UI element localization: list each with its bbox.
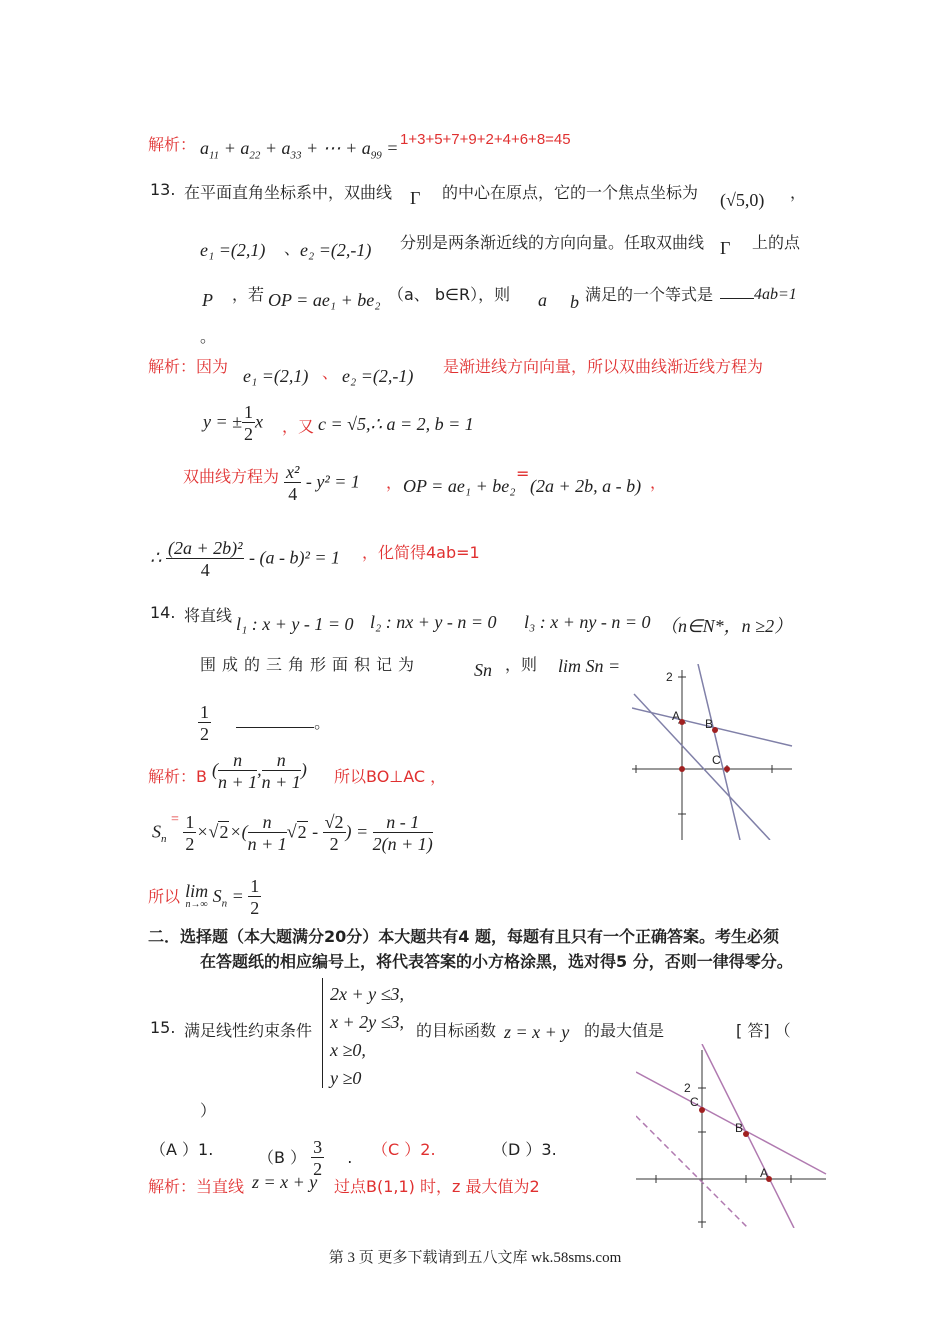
q15-optB-den: 2 <box>313 1159 323 1179</box>
q15-constraint-2: x + 2y ≤3, <box>330 1012 405 1032</box>
q15-option-D[interactable]: （D ）3. <box>492 1140 557 1159</box>
s13-hyperbola: $\frac{\text{x²}}{4}$ - y² = 1 <box>286 462 360 504</box>
q13-comma: ， <box>790 183 807 202</box>
q13-op: OP = ae₁ + be₂ <box>268 290 381 310</box>
q13-text-3: 分别是两条渐近线的方向向量。任取双曲线 <box>400 233 705 252</box>
s12-label: 解析： <box>148 135 197 154</box>
q14-ans-den: 2 <box>200 724 209 744</box>
s13-hyperbola-rest: - y² = 1 <box>305 471 360 492</box>
q15-option-A[interactable]: （A ）1. <box>150 1140 214 1159</box>
q15-option-C[interactable]: （C ）2. <box>372 1140 436 1159</box>
q13-P: P <box>202 290 213 310</box>
s14-text-1: 所以BO⊥AC ， <box>334 767 447 786</box>
q14-l1: l₁ : x + y - 1 = 0 <box>236 614 354 634</box>
q15-close: ） <box>200 1101 217 1120</box>
q15-text-3: 的最大值是 <box>584 1021 665 1040</box>
q15-objective: z = x + y <box>504 1022 570 1042</box>
q13-text-1: 在平面直角坐标系中，双曲线 <box>184 183 393 202</box>
q14-text-1: 将直线 <box>184 606 233 625</box>
s13-frac-den: 4 <box>200 560 210 580</box>
s14-sn-expr: $S_n$ = $\frac{1}{2}$ ×√2×( $\frac{n}{n + 1}$ √2 - $\frac{√2}{2}$ ) = $\frac{n - 1}{2(n + 1)}$ <box>152 812 433 854</box>
s13-text-1: 是渐进线方向向量，所以双曲线渐近线方程为 <box>443 357 764 376</box>
q13-gamma: Γ <box>410 188 421 208</box>
q14-Sn: Sn <box>474 660 492 680</box>
graph2-y-tick: 2 <box>684 1081 691 1095</box>
q15-brace <box>322 978 327 1088</box>
s13-e1: e₁ =(2,1) <box>243 366 309 386</box>
s13-eq: = <box>516 464 530 483</box>
s13-sep: 、 <box>322 363 339 382</box>
q13-answer: 4ab=1 <box>754 286 797 303</box>
graph2-label-B: B <box>735 1121 744 1135</box>
s13-text-4: ，化简得4ab=1 <box>362 543 480 562</box>
s14-label: 解析：B <box>148 767 207 786</box>
s13-frac-num: (2a + 2b)² <box>167 538 243 558</box>
s13-label: 解析：因为 <box>148 357 229 376</box>
q14-ans-num: 1 <box>200 702 209 722</box>
graph1-y-tick: 2 <box>666 670 673 684</box>
section2-line-2: 在答题纸的相应编号上，将代表答案的小方格涂黑，选对得5 分，否则一律得零分。 <box>200 952 793 971</box>
q15-text-2: 的目标函数 <box>416 1021 497 1040</box>
q15-graph <box>636 1044 828 1228</box>
graph2-label-A: A <box>760 1166 769 1180</box>
q13-end: 。 <box>200 327 217 346</box>
graph1-label-A: A <box>672 709 681 723</box>
q15-number: 15. <box>150 1018 176 1037</box>
q13-gamma-2: Γ <box>720 238 731 258</box>
q13-text-4: 上的点 <box>752 233 801 252</box>
q14-l2: l₂ : nx + y - n = 0 <box>370 612 497 632</box>
q13-text-2: 的中心在原点，它的一个焦点坐标为 <box>442 183 699 202</box>
q13-b: b <box>570 292 579 312</box>
s13-asym-prefix: y = ± <box>203 411 243 432</box>
q15-text-1: 满足线性约束条件 <box>184 1021 313 1040</box>
q14-l3: l₃ : x + ny - n = 0 <box>524 612 651 632</box>
q14-end: 。 <box>314 713 331 732</box>
s13-c-expr: c = √5,∴ a = 2, b = 1 <box>318 414 474 434</box>
q13-answer-line <box>720 284 797 304</box>
s13-vec: (2a + 2b, a - b) <box>530 476 642 496</box>
s12-sum-expr: $a_{11} + a_{22} + a_{33}$ + ⋯ + $a_{99}$ = <box>200 138 399 162</box>
q15-constraint-3: x ≥0, <box>330 1040 366 1060</box>
q15-optB-dot: . <box>347 1148 353 1167</box>
s13-e2: e₂ =(2,-1) <box>342 366 414 386</box>
s13-comma-2: ， <box>650 473 667 492</box>
q14-text-3: ，则 <box>505 655 538 674</box>
s13-final-rest: - (a - b)² = 1 <box>248 547 341 568</box>
q13-text-6: （a、 b∈R），则 <box>388 285 511 304</box>
q14-lim: lim Sn = <box>558 656 621 676</box>
s15-objective: z = x + y <box>252 1172 318 1192</box>
q15-option-B-label: （B ） <box>258 1148 307 1167</box>
graph2-label-C: C <box>690 1095 699 1109</box>
q14-graph <box>632 664 794 840</box>
q13-e2: e₂ =(2,-1) <box>300 240 372 260</box>
s13-text-2: ，又 <box>282 417 315 436</box>
s13-text-3: 双曲线方程为 <box>183 467 280 486</box>
graph1-label-C: C <box>712 753 721 767</box>
q14-text-2: 围成的三角形面积记为 <box>200 655 421 674</box>
s15-text-1: 过点B(1,1) 时，z 最大值为2 <box>334 1177 540 1196</box>
q13-e1: e₁ =(2,1) <box>200 240 266 260</box>
page-footer: 第 3 页 更多下载请到五八文库 wk.58sms.com <box>328 1250 622 1266</box>
s14-B-point: ( $\frac{n}{n + 1}$ , $\frac{n}{n + 1}$ ) <box>212 750 307 792</box>
q13-a: a <box>538 290 547 310</box>
q14-condition: （n∈N*，n ≥2） <box>660 616 793 636</box>
s13-final-eq <box>150 538 340 581</box>
q15-constraint-4: y ≥0 <box>330 1068 362 1088</box>
q15-answer-tag: [ 答] （ <box>736 1021 791 1040</box>
q13-focus: (√5,0) <box>720 190 765 210</box>
q13-number: 13. <box>150 180 176 199</box>
s15-label: 解析：当直线 <box>148 1177 245 1196</box>
s14-text-2: 所以 <box>148 887 181 906</box>
s13-asymptote: y = ± $\frac{1}{2}$ x <box>203 402 264 444</box>
q15-constraints <box>330 980 404 1092</box>
s13-asym-x: x <box>255 411 264 432</box>
q13-text-7: 满足的一个等式是 <box>585 285 714 304</box>
s12-result: 1+3+5+7+9+2+4+6+8=45 <box>400 131 571 148</box>
q15-constraint-1: 2x + y ≤3, <box>330 984 405 1004</box>
s13-therefore: ∴ <box>150 547 162 568</box>
s13-comma-1: ， <box>386 473 403 492</box>
s13-op: OP = ae₁ + be₂ <box>403 476 516 496</box>
q13-sep: 、 <box>284 239 301 258</box>
q15-optB-num: 3 <box>313 1137 323 1157</box>
s14-lim-result: 所以 lim n→∞ $S_n$ = $\frac{1}{2}$ <box>148 876 260 918</box>
q13-text-5: ，若 <box>232 285 265 304</box>
q14-number: 14. <box>150 603 176 622</box>
q14-answer <box>198 702 330 745</box>
section2-line-1: 二．选择题（本大题满分20分）本大题共有4 题，每题有且只有一个正确答案。考生必须 <box>148 927 779 946</box>
graph1-label-B: B <box>705 717 714 731</box>
